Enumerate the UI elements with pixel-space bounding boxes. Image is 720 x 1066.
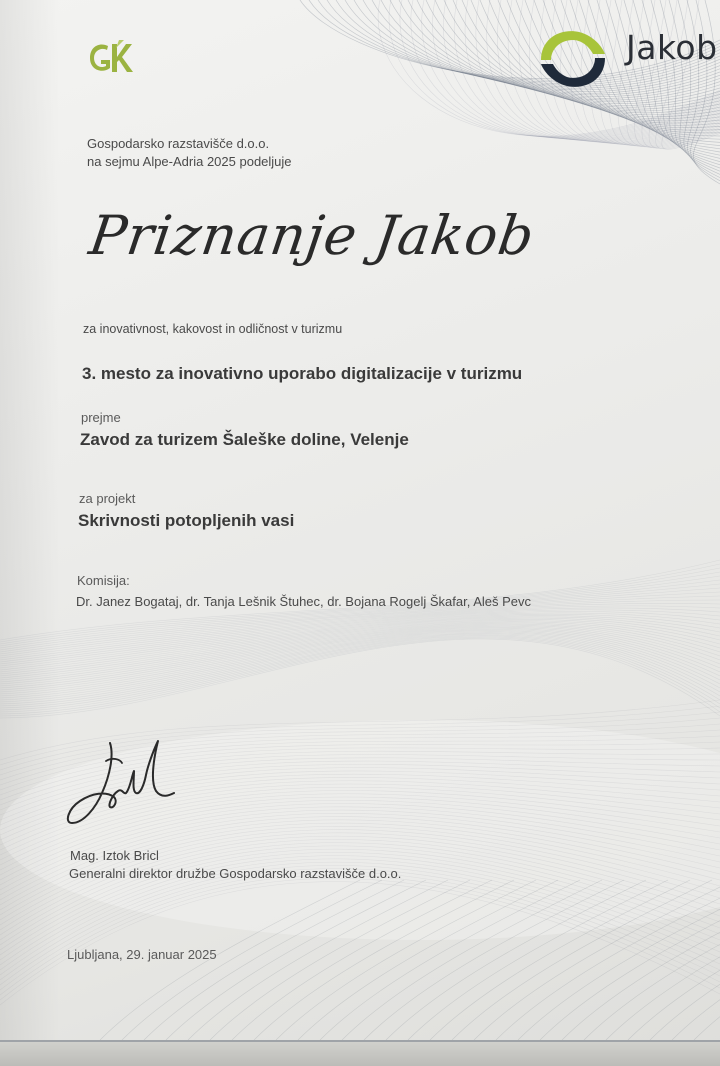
handwritten-signature (62, 735, 202, 835)
signer-title: Generalni direktor družbe Gospodarsko razstavišče d.o.o. (69, 866, 402, 881)
decorative-line (0, 635, 720, 710)
gr-logo-icon (86, 38, 138, 78)
recipient-label: prejme (81, 410, 121, 425)
jakob-logo-text: Jakob (626, 28, 718, 67)
project-label: za projekt (79, 491, 136, 506)
organizer-line-1: Gospodarsko razstavišče d.o.o. (87, 136, 270, 151)
paper-bottom-edge (0, 1040, 720, 1066)
recipient-name: Zavod za turizem Šaleške doline, Velenje (80, 430, 409, 449)
place-and-date: Ljubljana, 29. januar 2025 (67, 947, 217, 962)
certificate-subtitle: za inovativnost, kakovost in odličnost v turizmu (83, 322, 343, 336)
organizer-line-2: na sejmu Alpe-Adria 2025 podeljuje (87, 154, 292, 169)
signer-name: Mag. Iztok Bricl (70, 848, 159, 863)
project-name: Skrivnosti potopljenih vasi (78, 511, 295, 530)
award-placement: 3. mesto za inovativno uporabo digitalizacije v turizmu (82, 364, 523, 383)
committee-members: Dr. Janez Bogataj, dr. Tanja Lešnik Štuhec, dr. Bojana Rogelj Škafar, Aleš Pevc (76, 594, 532, 609)
committee-label: Komisija: (77, 573, 130, 588)
certificate-title: Priznanje Jakob (85, 204, 539, 267)
decorative-line (0, 625, 720, 692)
decorative-line (0, 580, 720, 650)
